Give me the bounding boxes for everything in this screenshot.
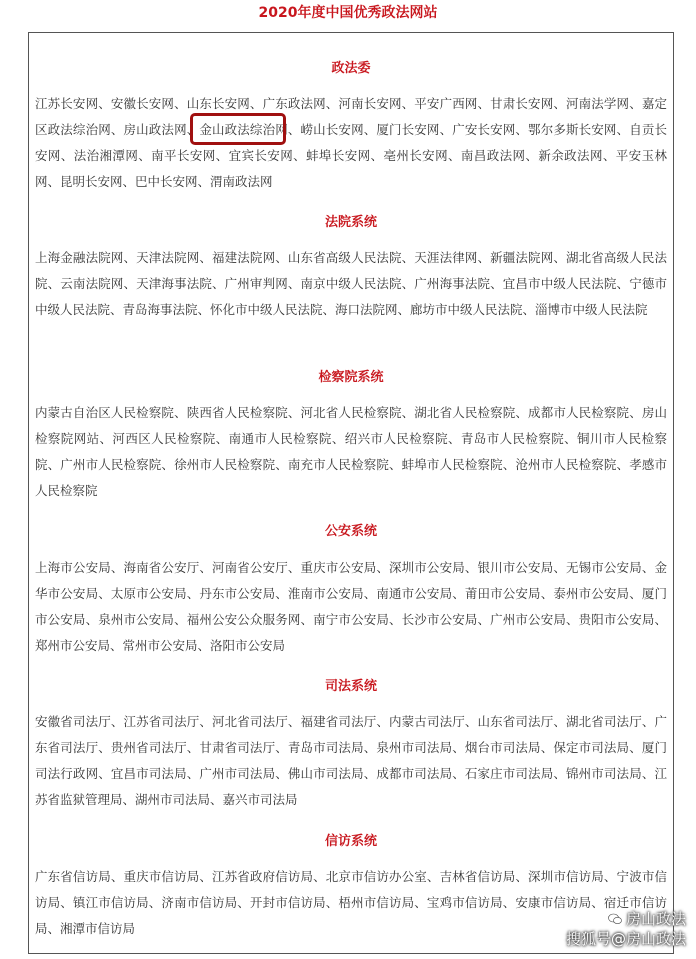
section-heading-procuratorate: 检察院系统 (318, 370, 384, 385)
section-body-court: 上海金融法院网、天津法院网、福建法院网、山东省高级人民法院、天涯法律网、新疆法院网、湖北省高级人民法院、云南法院网、天津海事法院、广州审判网、南京中级人民法院、广州海事法院、宜昌市中级人民法院、宁德市中级人民法院、青岛海事法院、怀化市中级人民法院、海口法院网、廊坊市中级人民法院、淄博市中级人民法院 (35, 250, 667, 317)
section-heading-court: 法院系统 (324, 215, 377, 230)
section-heading-judicial: 司法系统 (324, 679, 377, 694)
section-body-procuratorate: 内蒙古自治区人民检察院、陕西省人民检察院、河北省人民检察院、湖北省人民检察院、成都市人民检察院、房山检察院网站、河西区人民检察院、南通市人民检察院、绍兴市人民检察院、青岛市人民检察院、铜川市人民检察院、广州市人民检察院、徐州市人民检察院、南充市人民检察院、蚌埠市人民检察院、沧州市人民检察院、孝感市人民检察院 (35, 405, 667, 498)
page-title: 2020年度中国优秀政法网站 (258, 5, 438, 21)
wechat-icon (608, 912, 622, 926)
highlight-box-fangshan (190, 113, 286, 145)
section-body-police: 上海市公安局、海南省公安厅、河南省公安厅、重庆市公安局、深圳市公安局、银川市公安局、无锡市公安局、金华市公安局、太原市公安局、丹东市公安局、淮南市公安局、南通市公安局、莆田市公安局、泰州市公安局、厦门市公安局、泉州市公安局、福州公安公众服务网、南宁市公安局、长沙市公安局、广州市公安局、贵阳市公安局、郑州市公安局、常州市公安局、洛阳市公安局 (35, 560, 667, 653)
section-heading-police: 公安系统 (324, 524, 377, 539)
content-frame (28, 32, 674, 954)
section-heading-petition: 信访系统 (324, 834, 377, 849)
watermark-account-name: 房山政法 (625, 910, 686, 928)
watermark-account-line (566, 909, 686, 929)
section-body-judicial: 安徽省司法厅、江苏省司法厅、河北省司法厅、福建省司法厅、内蒙古司法厅、山东省司法厅、湖北省司法厅、广东省司法厅、贵州省司法厅、甘肃省司法厅、青岛市司法局、泉州市司法局、烟台市司法局、保定市司法局、厦门司法行政网、宜昌市司法局、广州市司法局、佛山市司法局、成都市司法局、石家庄市司法局、锦州市司法局、江苏省监狱管理局、湖州市司法局、嘉兴市司法局 (35, 714, 667, 807)
section-body-zhengfawei: 江苏长安网、安徽长安网、山东长安网、广东政法网、河南长安网、平安广西网、甘肃长安网、河南法学网、嘉定区政法综治网、房山政法网、金山政法综治网、崂山长安网、厦门长安网、广安长安网、鄂尔多斯长安网、自贡长安网、法治湘潭网、南平长安网、宜宾长安网、蚌埠长安网、亳州长安网、南昌政法网、新余政法网、平安玉林网、昆明长安网、巴中长安网、渭南政法网 (35, 96, 667, 189)
watermark (566, 909, 686, 949)
section-body-petition: 广东省信访局、重庆市信访局、江苏省政府信访局、北京市信访办公室、吉林省信访局、深圳市信访局、宁波市信访局、镇江市信访局、济南市信访局、开封市信访局、梧州市信访局、宝鸡市信访局、安康市信访局、宿迁市信访局、湘潭市信访局 (35, 869, 667, 936)
watermark-sohu-line: 搜狐号@房山政法 (565, 930, 686, 948)
section-heading-zhengfawei: 政法委 (331, 61, 371, 76)
